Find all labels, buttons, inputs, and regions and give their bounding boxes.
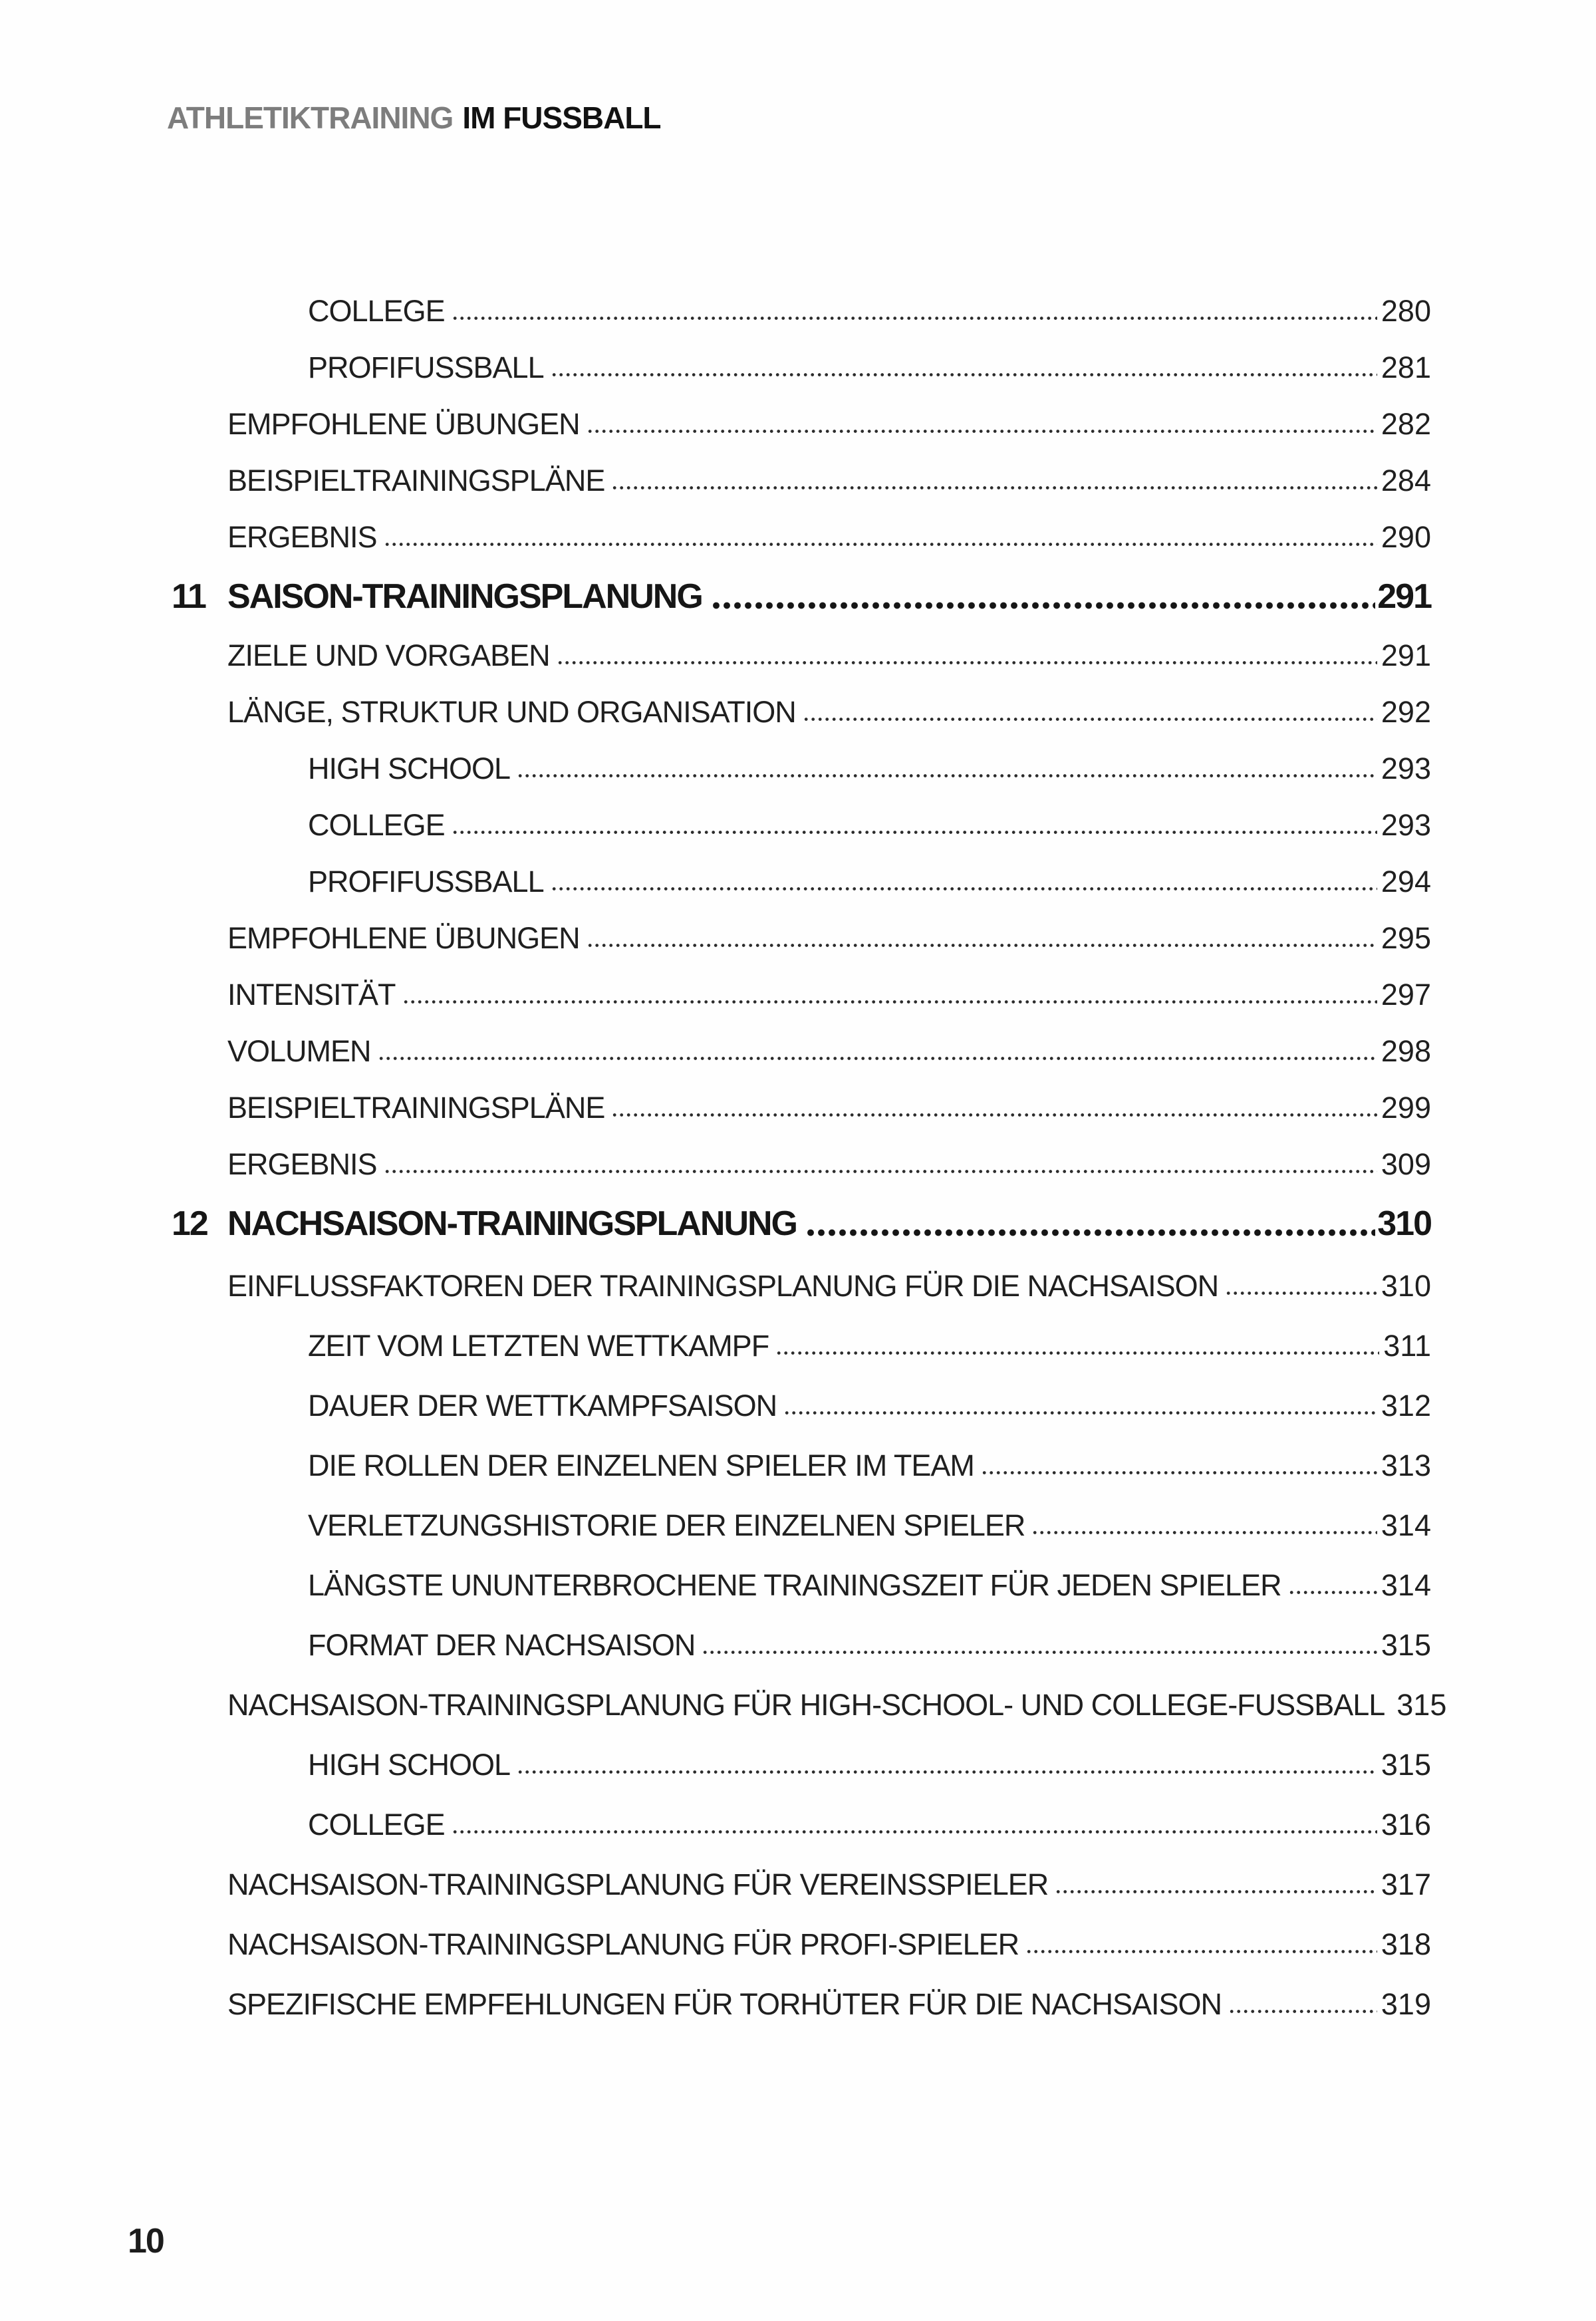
- dot-leader: [612, 1113, 1377, 1117]
- toc-entry-label: NACHSAISON-TRAININGSPLANUNG: [227, 1204, 797, 1243]
- toc-entry-row: [172, 404, 1431, 439]
- table-of-contents: [172, 291, 1447, 2044]
- toc-entry-label: COLLEGE: [308, 294, 445, 328]
- dot-leader: [804, 717, 1377, 722]
- book-title-header: [167, 100, 661, 136]
- dot-leader: [777, 1351, 1379, 1355]
- toc-entry-page: 298: [1381, 1034, 1431, 1068]
- dot-leader: [703, 1650, 1377, 1655]
- toc-entry-label: PROFIFUSSBALL: [308, 350, 544, 384]
- toc-entry-page: 281: [1381, 350, 1431, 384]
- toc-entry-page: 282: [1381, 407, 1431, 441]
- dot-leader: [713, 602, 1375, 609]
- dot-leader: [1027, 1949, 1377, 1954]
- toc-entry-page: 315: [1381, 1748, 1431, 1782]
- dot-leader: [552, 372, 1377, 377]
- toc-entry-page: 299: [1381, 1091, 1431, 1125]
- toc-entry-row: [172, 1506, 1431, 1540]
- toc-entry-page: 316: [1381, 1808, 1431, 1842]
- toc-entry-page: 310: [1381, 1269, 1431, 1303]
- toc-entry-row: [172, 636, 1431, 670]
- page-number: 10: [128, 2222, 164, 2260]
- toc-entry-label: COLLEGE: [308, 808, 445, 842]
- toc-entry-label: INTENSITÄT: [227, 978, 396, 1012]
- dot-leader: [385, 1169, 1377, 1174]
- toc-entry-page: 312: [1381, 1389, 1431, 1423]
- toc-entry-page: 294: [1381, 865, 1431, 898]
- dot-leader: [807, 1229, 1375, 1236]
- dot-leader: [404, 1000, 1377, 1004]
- toc-chapter-row: [172, 574, 1431, 614]
- toc-entry-row: [172, 1031, 1431, 1066]
- dot-leader: [453, 830, 1377, 835]
- toc-entry-row: [172, 348, 1431, 382]
- toc-entry-page: 280: [1381, 294, 1431, 328]
- toc-entry-page: 297: [1381, 978, 1431, 1012]
- toc-entry-row: [172, 692, 1431, 727]
- toc-entry-page: 317: [1381, 1867, 1431, 1901]
- toc-chapter-row: [172, 1201, 1431, 1241]
- toc-entry-row: [172, 1625, 1431, 1660]
- dot-leader: [588, 429, 1377, 434]
- toc-entry-label: LÄNGE, STRUKTUR UND ORGANISATION: [227, 695, 796, 729]
- toc-entry-label: EMPFOHLENE ÜBUNGEN: [227, 921, 580, 955]
- toc-entry-label: ZEIT VOM LETZTEN WETTKAMPF: [308, 1329, 769, 1363]
- toc-entry-label: ERGEBNIS: [227, 520, 377, 554]
- toc-entry-label: HIGH SCHOOL: [308, 1748, 511, 1782]
- dot-leader: [453, 316, 1377, 321]
- toc-entry-page: 314: [1381, 1568, 1431, 1602]
- toc-entry-page: 319: [1381, 1987, 1431, 2021]
- toc-entry-row: [172, 975, 1431, 1010]
- toc-entry-label: VERLETZUNGSHISTORIE DER EINZELNEN SPIELER: [308, 1508, 1025, 1542]
- toc-entry-label: SPEZIFISCHE EMPFEHLUNGEN FÜR TORHÜTER FÜR DIE NACHSAISON: [227, 1987, 1222, 2021]
- toc-entry-label: NACHSAISON-TRAININGSPLANUNG FÜR PROFI-SPIELER: [227, 1927, 1019, 1961]
- toc-entry-label: PROFIFUSSBALL: [308, 865, 544, 898]
- toc-entry-label: HIGH SCHOOL: [308, 751, 511, 785]
- toc-entry-label: BEISPIELTRAININGSPLÄNE: [227, 464, 605, 497]
- toc-entry-page: 284: [1381, 464, 1431, 497]
- toc-entry-page: 318: [1381, 1927, 1431, 1961]
- toc-entry-row: [172, 918, 1431, 953]
- toc-entry-row: [172, 1566, 1431, 1600]
- toc-entry-row: [172, 461, 1431, 495]
- dot-leader: [385, 542, 1377, 547]
- toc-entry-row: [172, 805, 1431, 840]
- toc-entry-label: NACHSAISON-TRAININGSPLANUNG FÜR VEREINSSPIELER: [227, 1867, 1049, 1901]
- toc-entry-page: 315: [1381, 1628, 1431, 1662]
- toc-entry-label: SAISON-TRAININGSPLANUNG: [227, 577, 702, 616]
- toc-entry-row: [172, 1984, 1431, 2019]
- toc-entry-row: [172, 1088, 1431, 1123]
- toc-entry-page: 290: [1381, 520, 1431, 554]
- toc-entry-row: [172, 291, 1431, 326]
- chapter-number: 11: [172, 577, 205, 616]
- toc-entry-label: BEISPIELTRAININGSPLÄNE: [227, 1091, 605, 1125]
- dot-leader: [518, 1770, 1377, 1774]
- toc-entry-page: 311: [1383, 1329, 1431, 1363]
- toc-entry-label: LÄNGSTE UNUNTERBROCHENE TRAININGSZEIT FÜR JEDEN SPIELER: [308, 1568, 1281, 1602]
- toc-entry-label: COLLEGE: [308, 1808, 445, 1842]
- toc-entry-label: EMPFOHLENE ÜBUNGEN: [227, 407, 580, 441]
- dot-leader: [1033, 1530, 1377, 1535]
- book-title-gray-part: ATHLETIKTRAINING: [167, 100, 454, 135]
- toc-entry-row: [172, 1386, 1431, 1421]
- toc-entry-page: 314: [1381, 1508, 1431, 1542]
- book-title-black-part: IM FUSSBALL: [462, 100, 661, 135]
- toc-entry-label: ZIELE UND VORGABEN: [227, 638, 550, 672]
- dot-leader: [1056, 1889, 1377, 1894]
- toc-entry-label: DIE ROLLEN DER EINZELNEN SPIELER IM TEAM: [308, 1448, 974, 1482]
- dot-leader: [1289, 1590, 1377, 1595]
- toc-entry-page: 291: [1381, 638, 1431, 672]
- dot-leader: [612, 485, 1377, 490]
- toc-entry-label: EINFLUSSFAKTOREN DER TRAININGSPLANUNG FÜR DIE NACHSAISON: [227, 1269, 1219, 1303]
- toc-entry-row: [172, 1805, 1431, 1840]
- toc-entry-page: 293: [1381, 751, 1431, 785]
- toc-entry-row: [172, 1685, 1447, 1722]
- toc-entry-row: [172, 517, 1431, 552]
- dot-leader: [558, 660, 1377, 665]
- toc-entry-row: [172, 1865, 1431, 1899]
- toc-entry-page: 310: [1377, 1204, 1431, 1243]
- toc-entry-row: [172, 1745, 1431, 1780]
- dot-leader: [785, 1411, 1377, 1415]
- chapter-number: 12: [172, 1204, 207, 1243]
- dot-leader: [379, 1056, 1377, 1061]
- toc-entry-label: NACHSAISON-TRAININGSPLANUNG FÜR HIGH-SCHOOL- UND COLLEGE-FUSSBALL: [227, 1688, 1385, 1722]
- toc-entry-row: [172, 862, 1431, 896]
- toc-entry-row: [172, 1326, 1431, 1361]
- dot-leader: [518, 773, 1377, 778]
- toc-entry-label: DAUER DER WETTKAMPFSAISON: [308, 1389, 777, 1423]
- toc-entry-page: 295: [1381, 921, 1431, 955]
- toc-entry-row: [172, 1925, 1431, 1959]
- toc-entry-page: 291: [1377, 577, 1431, 616]
- toc-entry-row: [172, 1266, 1431, 1301]
- dot-leader: [552, 887, 1377, 891]
- toc-entry-page: 315: [1396, 1688, 1447, 1722]
- toc-entry-label: VOLUMEN: [227, 1034, 371, 1068]
- toc-entry-page: 292: [1381, 695, 1431, 729]
- toc-entry-label: FORMAT DER NACHSAISON: [308, 1628, 696, 1662]
- dot-leader: [453, 1830, 1377, 1834]
- toc-entry-page: 309: [1381, 1147, 1431, 1181]
- toc-entry-label: ERGEBNIS: [227, 1147, 377, 1181]
- dot-leader: [588, 943, 1377, 948]
- toc-entry-page: 293: [1381, 808, 1431, 842]
- dot-leader: [1226, 1291, 1377, 1296]
- toc-entry-row: [172, 1446, 1431, 1480]
- toc-entry-row: [172, 749, 1431, 783]
- dot-leader: [982, 1470, 1377, 1475]
- toc-entry-page: 313: [1381, 1448, 1431, 1482]
- dot-leader: [1230, 2009, 1377, 2014]
- toc-entry-row: [172, 1145, 1431, 1179]
